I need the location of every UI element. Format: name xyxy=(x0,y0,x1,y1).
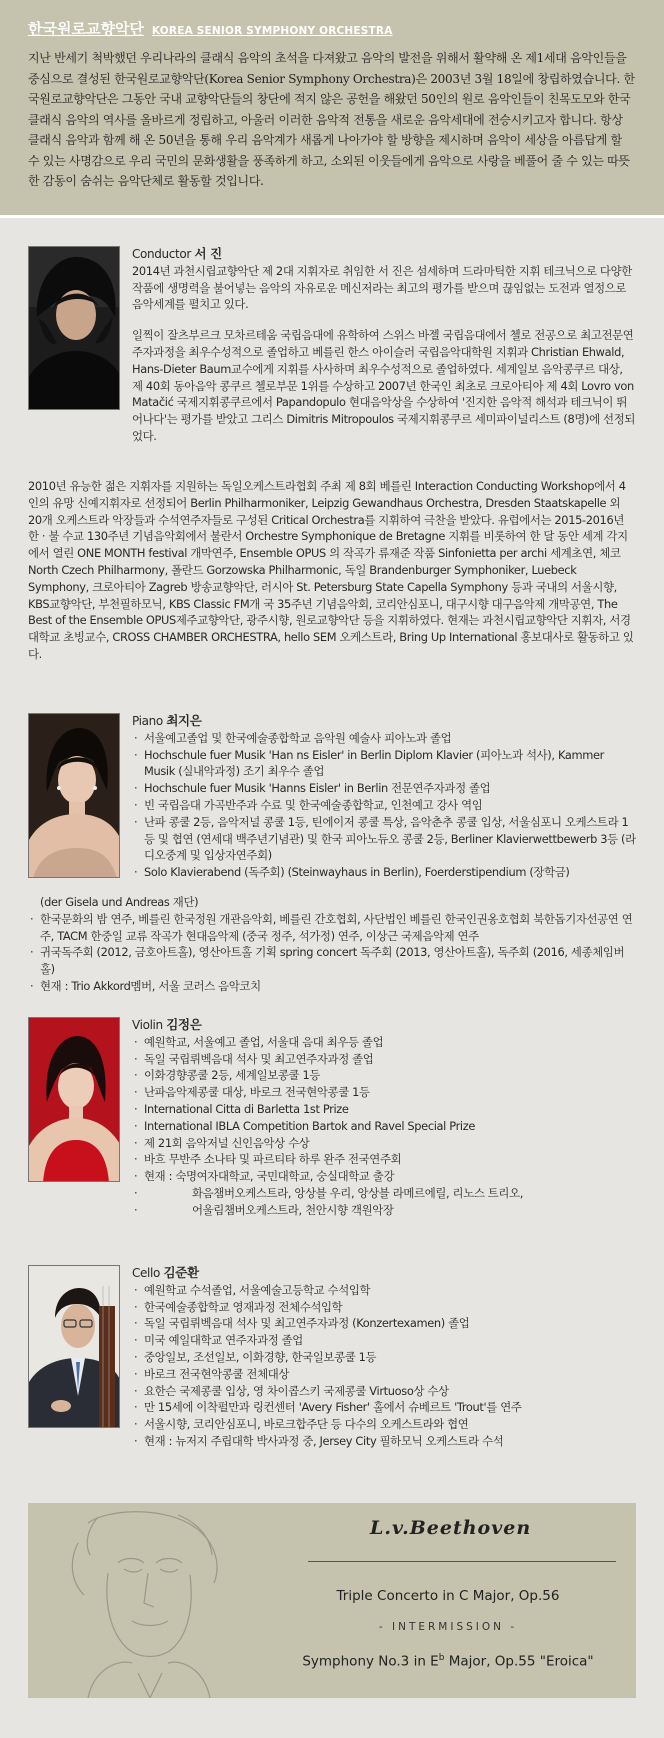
conductor-name: 서 진 xyxy=(194,246,222,261)
list-item: · 제 21회 음악저널 신인음악상 수상 xyxy=(132,1135,636,1152)
list-item: · 현재 : 뉴저지 주립대학 박사과정 중, Jersey City 필하모닉 오케스트라 수석 xyxy=(132,1433,636,1450)
list-item: · 서울예고졸업 및 한국예술종합학교 음악원 예술사 피아노과 졸업 xyxy=(132,730,636,747)
list-item: · 중앙일보, 조선일보, 이화경향, 한국일보콩쿨 1등 xyxy=(132,1349,636,1366)
list-item: · 요한슨 국제콩쿨 입상, 영 차이콥스키 국제콩쿨 Virtuoso상 수상 xyxy=(132,1383,636,1400)
cello-role: Cello xyxy=(132,1266,161,1280)
violin-role: Violin xyxy=(132,1018,163,1032)
violinist-portrait-image xyxy=(29,1018,120,1182)
program-item-2 xyxy=(268,1653,628,1670)
conductor-portrait-image xyxy=(29,247,120,410)
list-item: · 독일 국립뤼벡음대 석사 및 최고연주자과정 졸업 xyxy=(132,1051,636,1068)
list-item-continued: · 어울림챔버오케스트라, 천안시향 객원악장 xyxy=(132,1202,636,1219)
piano-bio-continued xyxy=(28,894,636,995)
cello-photo xyxy=(28,1265,120,1428)
orchestra-title-en: KOREA SENIOR SYMPHONY ORCHESTRA xyxy=(151,25,393,37)
piano-career-list-2 xyxy=(28,911,636,995)
conductor-bio xyxy=(132,246,636,445)
signature-rule xyxy=(308,1561,616,1562)
list-item: · 귀국독주회 (2012, 금호아트홀), 영산아트홀 기획 spring concert 독주회 (2013, 영산아트홀), 독주회 (2016, 세종체임버홀) xyxy=(28,944,636,978)
list-item: · 한국예술종합학교 영재과정 전체수석입학 xyxy=(132,1299,636,1316)
list-item: · Solo Klavierabend (독주회) (Steinwayhaus in Berlin), Foerderstipendium (장학금) xyxy=(132,864,636,881)
violin-career-list xyxy=(132,1034,636,1219)
conductor-bio-p2: 일찍이 잘츠부르크 모차르테움 국립음대에 유학하여 스위스 바젤 국립음대에서 첼로 전공으로 최고전문연주자과정을 최우수성적으로 졸업하고 베를린 한스 아이슬러 국립음악대학원 지휘과 Christian Ehwald, Hans-Dieter Baum교수에게 지휘를 사사하며 최우수성적으로 졸업하였다. 세계일보 음악콩쿠르 대상, 제 40회 동아음악 콩쿠르 첼로부문 1위를 수상하고 2007년 한국인 최초로 크로아티아 제 4회 Lovro von Matačić 국제지휘콩쿠르에서 Papandopulo 현대음악상을 수상하여 '진지한 음악적 해석과 테크닉이 뛰어나다'는 평가를 받았고 그리스 Dimitris Mitropoulos 국제지휘콩쿠르 세미파이널리스트 (8명)에 선정되었다. xyxy=(132,328,636,443)
piano-name: 최지은 xyxy=(166,713,202,728)
beethoven-portrait-image xyxy=(28,1503,268,1698)
conductor-heading xyxy=(132,246,636,263)
violin-bio xyxy=(132,1017,636,1219)
violin-photo xyxy=(28,1017,120,1182)
flat-symbol: b xyxy=(438,1653,445,1663)
cello-heading xyxy=(132,1265,636,1282)
violin-heading xyxy=(132,1017,636,1034)
list-item: · 난파음악제콩쿨 대상, 바로크 전국현악콩쿨 1등 xyxy=(132,1084,636,1101)
program-panel xyxy=(28,1503,636,1698)
cello-name: 김준환 xyxy=(163,1265,199,1280)
list-item: · 현재 : Trio Akkord멤버, 서울 코러스 음악코치 xyxy=(28,978,636,995)
orchestra-description: 지난 반세기 척박했던 우리나라의 클래식 음악의 초석을 다져왔고 음악의 발전을 위해서 활약해 온 제1세대 음악인들을 중심으로 결성된 한국원로교향악단(Korea Senior Symphony Orchestra)은 2003년 3월 18일에 창립하였습니다. 한국원로교향악단은 그동안 국내 교향악단들의 창단에 적지 않은 공헌을 해왔던 50인의 원로 음악인들이 친목도모와 한국 클래식 음악의 역사를 올바르게 정립하고, 아울러 이러한 음악적 전통을 새로운 음악세대에 전승시키고자 합니다. 항상 클래식 음악과 함께 해 온 50년을 통해 우리 음악계가 새롭게 나아가야 할 방향을 제시하며 음악이 세상을 아름답게 할 수 있는 사명감으로 우리 국민의 문화생활을 풍족하게 하고, 소외된 이웃들에게 음악으로 사랑을 베풀어 줄 수 있는 따뜻한 감동이 숨쉬는 음악단체로 활동할 것입니다. xyxy=(28,51,635,188)
piano-heading xyxy=(132,713,636,730)
conductor-photo xyxy=(28,246,120,410)
list-item: · 바로크 전국현악콩쿨 전체대상 xyxy=(132,1366,636,1383)
intermission-label: - INTERMISSION - xyxy=(378,1621,518,1633)
list-item: · 예원학교, 서울예고 졸업, 서울대 음대 최우등 졸업 xyxy=(132,1034,636,1051)
list-item: · 난파 콩쿨 2등, 음악저널 콩쿨 1등, 틴에이저 콩쿨 특상, 음악춘추 콩쿨 입상, 서울심포니 오케스트라 1등 및 협연 (연세대 백주년기념관) 및 한국 피아노듀오 콩쿨 2등, Berliner Klavierwettbewerb 3등 (라디오중계 및 입상자연주회) xyxy=(132,814,636,864)
program-item-2-title: Symphony No.3 in E xyxy=(302,1653,439,1670)
list-item: · International Citta di Barletta 1st Prize xyxy=(132,1101,636,1118)
cello-bio xyxy=(132,1265,636,1450)
conductor-bio-p1: 2014년 과천시립교향악단 제 2대 지휘자로 취임한 서 진은 섬세하며 드라마틱한 지휘 테크닉으로 다양한 작품에 생명력을 불어넣는 음악의 자유로운 메신저라는 최고의 평가를 받으며 끊임없는 도전과 열정으로 음악세계를 펼치고 있다. xyxy=(132,263,632,312)
conductor-role: Conductor xyxy=(132,247,191,261)
list-item: · Hochschule fuer Musik 'Han ns Eisler' in Berlin Diplom Klavier (피아노과 석사), Kammer Musik (실내악과정) 조기 최우수 졸업 xyxy=(132,747,636,781)
list-item: · 한국문화의 밤 연주, 베를린 한국정원 개관음악회, 베를린 간호협회, 사단법인 베를린 한국인권옹호협회 북한돕기자선공연 연주, TACM 한중일 교류 작곡가 현대음악제 (중국 정주, 석가정) 연주, 이상근 국제음악제 연주 xyxy=(28,911,636,945)
conductor-bio-p3: 2010년 유능한 젊은 지휘자를 지원하는 독일오케스트라협회 주최 제 8회 베를린 Interaction Conducting Workshop에서 4인의 유망 신예지휘자로 선정되어 Berlin Philharmoniker, Leipzig Gewandhaus Orchestra, Dresden Staatskapelle 외 20개 오케스트라 악장들과 수석연주자들로 구성된 Critical Orchestra를 지휘하여 극찬을 받았다. 유럽에서는 2015-2016년 한 · 불 수교 130주년 기념음악회에서 불란서 Orchestre Symphonique de Bretagne 지휘를 비롯하여 한 달 동안 세계 각지에서 열린 ONE MONTH festival 개막연주, Ensemble OPUS 의 작곡가 류재준 작품 Sinfonietta per archi 세계초연, 체코 North Czech Philharmony, 폴란드 Gorzowska Philharmonic, 독일 Brandenburger Symphoniker, Luebeck Symphony, 크로아티아 Zagreb 방송교향악단, 러시아 St. Petersburg State Capella Symphony 등과 국내의 서울시향, KBS교향악단, 부천필하모닉, KBS Classic FM개 국 35주년 기념음악회, 코리안심포니, 대구시향 대구음악제 개막공연, The Best of the Ensemble OPUS제주교향악단, 광주시향, 원로교향악단 등을 지휘하였다. 현재는 과천시립교향악단 지휘자, 서경대학교 초빙교수, CROSS CHAMBER ORCHESTRA, hello SEM 오케스트라, Bring Up International 홍보대사로 활동하고 있다. xyxy=(28,479,634,661)
header-divider xyxy=(0,215,664,218)
list-item: · 미국 예일대학교 연주자과정 졸업 xyxy=(132,1332,636,1349)
program-item-2-key: Major, Op.55 "Eroica" xyxy=(444,1653,594,1670)
list-item: · 현재 : 숙명여자대학교, 국민대학교, 숭실대학교 출강 xyxy=(132,1168,636,1185)
piano-role: Piano xyxy=(132,714,163,728)
program-item-1: Triple Concerto in C Major, Op.56 xyxy=(336,1588,560,1604)
cellist-portrait-image xyxy=(29,1266,120,1428)
list-item: · 독일 국립뤼벡음대 석사 및 최고연주자과정 (Konzertexamen) 졸업 xyxy=(132,1315,636,1332)
list-item: · 예원학교 수석졸업, 서울예술고등학교 수석입학 xyxy=(132,1282,636,1299)
list-item-continued: · 화음챔버오케스트라, 앙상블 우리, 앙상블 라메르에릴, 리노스 트리오, xyxy=(132,1185,636,1202)
list-item: · 이화경향콩쿨 2등, 세계일보콩쿨 1등 xyxy=(132,1067,636,1084)
list-item: · 서울시향, 코리안심포니, 바로크합주단 등 다수의 오케스트라와 협연 xyxy=(132,1416,636,1433)
piano-career-list xyxy=(132,730,636,881)
list-item: · Hochschule fuer Musik 'Hanns Eisler' in Berlin 전문연주자과정 졸업 xyxy=(132,780,636,797)
orchestra-intro xyxy=(0,0,664,215)
pianist-portrait-image xyxy=(29,714,120,878)
list-item: · 만 15세에 이착펄만과 링컨센터 'Avery Fisher' 홀에서 슈베르트 'Trout'를 연주 xyxy=(132,1399,636,1416)
list-item: · 빈 국립음대 가곡반주과 수료 및 한국예술종합학교, 인천예고 강사 역임 xyxy=(132,797,636,814)
list-item: · International IBLA Competition Bartok and Ravel Special Prize xyxy=(132,1118,636,1135)
piano-foundation-note: (der Gisela und Andreas 재단) xyxy=(40,895,199,909)
piano-bio xyxy=(132,713,636,881)
orchestra-title-ko: 한국원로교향악단 xyxy=(28,20,144,38)
violin-name: 김정은 xyxy=(166,1017,202,1032)
orchestra-title xyxy=(28,18,636,39)
cello-career-list xyxy=(132,1282,636,1450)
list-item: · 바흐 무반주 소나타 및 파르티타 하루 완주 전국연주회 xyxy=(132,1151,636,1168)
composer-signature: L.v.Beethoven xyxy=(370,1517,532,1539)
piano-photo xyxy=(28,713,120,878)
